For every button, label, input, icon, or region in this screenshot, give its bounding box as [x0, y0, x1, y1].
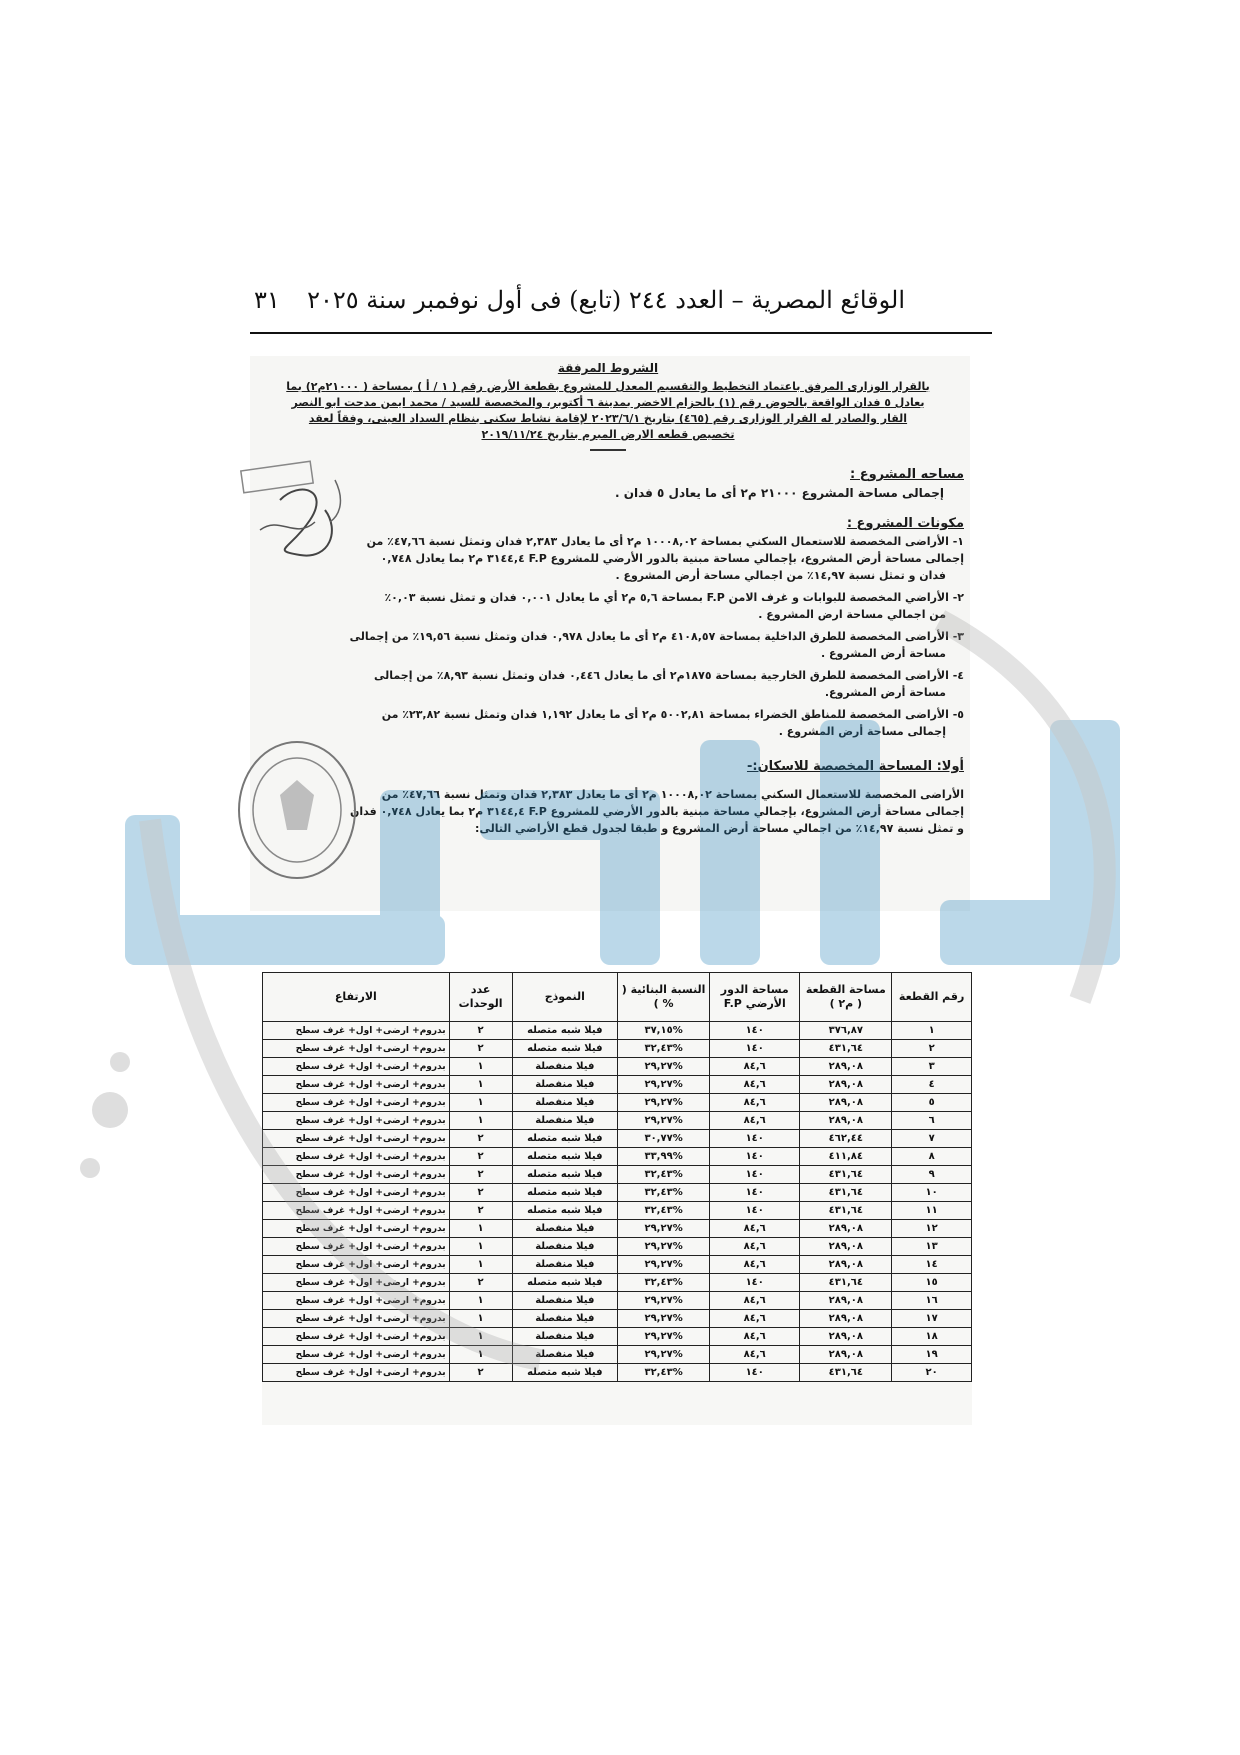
cell-model: فيلا منفصلة	[512, 1094, 618, 1112]
cell-footprint: ٨٤,٦	[710, 1238, 800, 1256]
cell-plot-number: ١٨	[892, 1328, 972, 1346]
cell-footprint: ١٤٠	[710, 1148, 800, 1166]
cell-height: بدروم+ ارضى+ اول+ غرف سطح	[263, 1022, 450, 1040]
cell-footprint: ٨٤,٦	[710, 1112, 800, 1130]
col-footprint: مساحة الدور الأرضي F.P	[710, 973, 800, 1022]
cell-plot-area: ٢٨٩,٠٨	[800, 1292, 892, 1310]
table-row	[263, 1166, 972, 1184]
table-row	[263, 1364, 972, 1382]
table-row	[263, 1238, 972, 1256]
cell-footprint: ١٤٠	[710, 1364, 800, 1382]
table-row	[263, 1220, 972, 1238]
official-seal	[235, 735, 365, 885]
project-area-heading: مساحه المشروع :	[850, 467, 964, 482]
cell-model: فيلا شبه متصله	[512, 1184, 618, 1202]
cell-units: ١	[449, 1094, 512, 1112]
cell-footprint: ٨٤,٦	[710, 1058, 800, 1076]
cell-plot-number: ٩	[892, 1166, 972, 1184]
cell-building-ratio: %٣٢,٤٣	[618, 1364, 710, 1382]
cell-building-ratio: %٢٩,٢٧	[618, 1238, 710, 1256]
cell-plot-area: ٤٣١,٦٤	[800, 1364, 892, 1382]
table-row	[263, 1130, 972, 1148]
cell-units: ٢	[449, 1184, 512, 1202]
intro-paragraph	[252, 379, 964, 443]
housing-line: الأراضى المخصصة للاستعمال السكني بمساحة ١٠٠٠٨,٠٢ م٢ أى ما يعادل ٢,٣٨٣ فدان وتمثل نسبة ٤٧,٦٦٪ من	[381, 788, 964, 801]
cell-building-ratio: %٢٩,٢٧	[618, 1112, 710, 1130]
table-row	[263, 1058, 972, 1076]
intro-line: يعادل ٥ فدان الواقعة بالحوض رقم (١) بالحزام الاخضر بمدينة ٦ أكتوبر، والمخصصة للسيد / محمد ايمن مدحت ابو النصر	[291, 396, 925, 409]
cell-plot-number: ١	[892, 1022, 972, 1040]
cell-height: بدروم+ ارضى+ اول+ غرف سطح	[263, 1292, 450, 1310]
cell-building-ratio: %٢٩,٢٧	[618, 1220, 710, 1238]
cell-plot-area: ٢٨٩,٠٨	[800, 1058, 892, 1076]
title-separator	[590, 449, 626, 451]
cell-height: بدروم+ ارضى+ اول+ غرف سطح	[263, 1094, 450, 1112]
cell-footprint: ٨٤,٦	[710, 1310, 800, 1328]
component-line: ١- الأراضى المخصصة للاستعمال السكني بمساحة ١٠٠٠٨,٠٢ م٢ أى ما يعادل ٢,٣٨٣ فدان وتمثل نسبة ٤٧,٦٦٪ من	[366, 535, 964, 548]
cell-building-ratio: %٣٧,١٥	[618, 1022, 710, 1040]
cell-height: بدروم+ ارضى+ اول+ غرف سطح	[263, 1184, 450, 1202]
component-item	[252, 667, 964, 701]
cell-plot-number: ٢	[892, 1040, 972, 1058]
cell-building-ratio: %٢٩,٢٧	[618, 1292, 710, 1310]
cell-footprint: ١٤٠	[710, 1022, 800, 1040]
cell-plot-number: ١٥	[892, 1274, 972, 1292]
cell-model: فيلا شبه متصله	[512, 1040, 618, 1058]
table-row	[263, 1328, 972, 1346]
cell-building-ratio: %٣٠,٧٧	[618, 1130, 710, 1148]
cell-plot-area: ٢٨٩,٠٨	[800, 1328, 892, 1346]
cell-model: فيلا شبه متصله	[512, 1202, 618, 1220]
table-row	[263, 1274, 972, 1292]
cell-height: بدروم+ ارضى+ اول+ غرف سطح	[263, 1256, 450, 1274]
page-number: ٣١	[254, 286, 280, 314]
cell-plot-area: ٢٨٩,٠٨	[800, 1238, 892, 1256]
table-row	[263, 1076, 972, 1094]
cell-units: ٢	[449, 1148, 512, 1166]
col-plot-number: رقم القطعة	[892, 973, 972, 1022]
cell-plot-number: ١٤	[892, 1256, 972, 1274]
cell-model: فيلا شبه متصله	[512, 1274, 618, 1292]
component-line: ٤- الأراضى المخصصة للطرق الخارجية بمساحة ١٨٧٥م٢ أى ما يعادل ٠,٤٤٦ فدان وتمثل نسبة ٨,٩٣٪ من إجمالى	[374, 669, 964, 682]
col-model: النموذج	[512, 973, 618, 1022]
cell-height: بدروم+ ارضى+ اول+ غرف سطح	[263, 1058, 450, 1076]
cell-plot-number: ١١	[892, 1202, 972, 1220]
cell-plot-area: ٤١١,٨٤	[800, 1148, 892, 1166]
component-item	[252, 533, 964, 584]
cell-units: ٢	[449, 1166, 512, 1184]
component-line: ٥- الأراضى المخصصة للمناطق الخضراء بمساحة ٥٠٠٢,٨١ م٢ أى ما يعادل ١,١٩٢ فدان وتمثل نسبة ٢٣,٨٢٪ من	[381, 708, 964, 721]
component-line: ٢- الأراضي المخصصة للبوابات و غرف الامن F.P بمساحة ٥,٦ م٢ أي ما يعادل ٠,٠٠١ فدان و تمثل نسبة ٠,٠٣٪	[384, 591, 964, 604]
cell-building-ratio: %٢٩,٢٧	[618, 1094, 710, 1112]
cell-model: فيلا منفصلة	[512, 1256, 618, 1274]
cell-plot-number: ٥	[892, 1094, 972, 1112]
cell-plot-area: ٢٨٩,٠٨	[800, 1346, 892, 1364]
components-list	[252, 533, 964, 740]
cell-height: بدروم+ ارضى+ اول+ غرف سطح	[263, 1364, 450, 1382]
table-row	[263, 1184, 972, 1202]
document-title: الشروط المرفقة	[557, 361, 659, 375]
cell-units: ٢	[449, 1364, 512, 1382]
cell-model: فيلا منفصلة	[512, 1238, 618, 1256]
cell-footprint: ١٤٠	[710, 1184, 800, 1202]
cell-footprint: ١٤٠	[710, 1130, 800, 1148]
table-row	[263, 1292, 972, 1310]
cell-plot-number: ٨	[892, 1148, 972, 1166]
cell-units: ٢	[449, 1202, 512, 1220]
cell-height: بدروم+ ارضى+ اول+ غرف سطح	[263, 1220, 450, 1238]
cell-footprint: ٨٤,٦	[710, 1328, 800, 1346]
cell-plot-area: ٢٨٩,٠٨	[800, 1220, 892, 1238]
cell-height: بدروم+ ارضى+ اول+ غرف سطح	[263, 1076, 450, 1094]
col-height: الارتفاع	[263, 973, 450, 1022]
cell-units: ١	[449, 1328, 512, 1346]
cell-plot-area: ٢٨٩,٠٨	[800, 1112, 892, 1130]
intro-line: بالقرار الوزارى المرفق باعتماد التخطيط والتقسيم المعدل للمشروع بقطعة الأرض رقم ( ١ / أ ) بمساحة ( ٢١٠٠٠م٢) بما	[286, 380, 930, 393]
cell-building-ratio: %٣٢,٤٣	[618, 1166, 710, 1184]
table-row	[263, 1346, 972, 1364]
signature-stamp	[240, 460, 350, 570]
component-line: إجمالى مساحة أرض المشروع .	[778, 725, 946, 738]
cell-building-ratio: %٣٢,٤٣	[618, 1184, 710, 1202]
cell-plot-number: ١٩	[892, 1346, 972, 1364]
cell-plot-area: ٢٨٩,٠٨	[800, 1310, 892, 1328]
cell-plot-area: ٤٣١,٦٤	[800, 1166, 892, 1184]
cell-plot-number: ١٧	[892, 1310, 972, 1328]
col-plot-area: مساحة القطعة ( م٢ )	[800, 973, 892, 1022]
cell-plot-number: ١٣	[892, 1238, 972, 1256]
cell-model: فيلا منفصلة	[512, 1346, 618, 1364]
cell-units: ١	[449, 1310, 512, 1328]
cell-units: ١	[449, 1238, 512, 1256]
table-header-row	[263, 973, 972, 1022]
cell-model: فيلا شبه متصله	[512, 1148, 618, 1166]
cell-plot-number: ٣	[892, 1058, 972, 1076]
cell-building-ratio: %٢٩,٢٧	[618, 1310, 710, 1328]
cell-building-ratio: %٢٩,٢٧	[618, 1076, 710, 1094]
page-header	[250, 282, 1000, 322]
cell-units: ١	[449, 1256, 512, 1274]
cell-height: بدروم+ ارضى+ اول+ غرف سطح	[263, 1274, 450, 1292]
cell-building-ratio: %٢٩,٢٧	[618, 1328, 710, 1346]
header-rule	[250, 332, 992, 334]
cell-height: بدروم+ ارضى+ اول+ غرف سطح	[263, 1130, 450, 1148]
component-line: من اجمالي مساحة ارض المشروع .	[758, 608, 946, 621]
col-building-ratio: النسبة البنائية ( % )	[618, 973, 710, 1022]
table-row	[263, 1256, 972, 1274]
cell-height: بدروم+ ارضى+ اول+ غرف سطح	[263, 1328, 450, 1346]
cell-plot-number: ٦	[892, 1112, 972, 1130]
cell-plot-number: ١٢	[892, 1220, 972, 1238]
cell-model: فيلا منفصلة	[512, 1076, 618, 1094]
cell-plot-area: ٣٧٦,٨٧	[800, 1022, 892, 1040]
cell-plot-area: ٤٣١,٦٤	[800, 1040, 892, 1058]
cell-height: بدروم+ ارضى+ اول+ غرف سطح	[263, 1148, 450, 1166]
cell-units: ٢	[449, 1040, 512, 1058]
cell-model: فيلا شبه متصله	[512, 1022, 618, 1040]
cell-units: ١	[449, 1346, 512, 1364]
cell-footprint: ١٤٠	[710, 1274, 800, 1292]
cell-building-ratio: %٢٩,٢٧	[618, 1346, 710, 1364]
cell-model: فيلا منفصلة	[512, 1220, 618, 1238]
cell-plot-number: ١٠	[892, 1184, 972, 1202]
housing-heading: أولا: المساحة المخصصة للاسكان:-	[746, 759, 964, 774]
cell-height: بدروم+ ارضى+ اول+ غرف سطح	[263, 1238, 450, 1256]
cell-building-ratio: %٣٣,٩٩	[618, 1148, 710, 1166]
cell-model: فيلا منفصلة	[512, 1328, 618, 1346]
table-row	[263, 1040, 972, 1058]
component-line: مساحة أرض المشروع.	[824, 686, 946, 699]
cell-footprint: ٨٤,٦	[710, 1094, 800, 1112]
table-row	[263, 1094, 972, 1112]
table-row	[263, 1148, 972, 1166]
cell-height: بدروم+ ارضى+ اول+ غرف سطح	[263, 1040, 450, 1058]
table-row	[263, 1202, 972, 1220]
cell-footprint: ١٤٠	[710, 1166, 800, 1184]
cell-plot-number: ٤	[892, 1076, 972, 1094]
housing-line: إجمالى مساحة أرض المشروع، بإجمالي مساحة مبنية بالدور الأرضي للمشروع F.P ٣١٤٤,٤ م٢ بما يعادل ٠,٧٤٨ فدان	[350, 805, 964, 818]
cell-model: فيلا شبه متصله	[512, 1166, 618, 1184]
component-item	[252, 628, 964, 662]
cell-height: بدروم+ ارضى+ اول+ غرف سطح	[263, 1112, 450, 1130]
cell-building-ratio: %٢٩,٢٧	[618, 1058, 710, 1076]
cell-height: بدروم+ ارضى+ اول+ غرف سطح	[263, 1202, 450, 1220]
cell-model: فيلا شبه متصله	[512, 1364, 618, 1382]
table-row	[263, 1022, 972, 1040]
component-line: مساحة أرض المشروع .	[821, 647, 946, 660]
component-item	[252, 589, 964, 623]
cell-building-ratio: %٣٢,٤٣	[618, 1274, 710, 1292]
cell-units: ١	[449, 1292, 512, 1310]
cell-height: بدروم+ ارضى+ اول+ غرف سطح	[263, 1166, 450, 1184]
cell-model: فيلا منفصلة	[512, 1058, 618, 1076]
cell-model: فيلا شبه متصله	[512, 1130, 618, 1148]
intro-line: القار والصادر له القرار الوزارى رقم (٤٦٥) بتاريخ ٢٠٢٣/٦/١ لإقامة نشاط سكنى بنظام السداد العينى، وفقاً لعقد	[308, 412, 908, 425]
cell-plot-area: ٤٣١,٦٤	[800, 1274, 892, 1292]
table-row	[263, 1112, 972, 1130]
cell-building-ratio: %٣٢,٤٣	[618, 1202, 710, 1220]
component-line: إجمالى مساحة أرض المشروع، بإجمالي مساحة مبنية بالدور الأرضي للمشروع F.P ٣١٤٤,٤ م٢ بما يعادل ٠,٧٤٨	[380, 552, 964, 565]
cell-plot-area: ٢٨٩,٠٨	[800, 1094, 892, 1112]
intro-line: تخصيص قطعه الارض المبرم بتاريخ ٢٠١٩/١١/٢٤	[481, 428, 735, 441]
cell-plot-area: ٢٨٩,٠٨	[800, 1076, 892, 1094]
components-heading: مكونات المشروع :	[846, 516, 964, 531]
plots-table	[262, 972, 972, 1382]
cell-units: ١	[449, 1076, 512, 1094]
component-line: ٣- الأراضى المخصصة للطرق الداخلية بمساحة ٤١٠٨,٥٧ م٢ أى ما يعادل ٠,٩٧٨ فدان وتمثل نسبة ١٩,٥٦٪ من إجمالى	[349, 630, 964, 643]
cell-footprint: ٨٤,٦	[710, 1256, 800, 1274]
cell-height: بدروم+ ارضى+ اول+ غرف سطح	[263, 1346, 450, 1364]
cell-units: ١	[449, 1112, 512, 1130]
project-area-text: إجمالى مساحة المشروع ٢١٠٠٠ م٢ أى ما يعادل ٥ فدان .	[614, 486, 944, 500]
cell-footprint: ٨٤,٦	[710, 1220, 800, 1238]
cell-footprint: ١٤٠	[710, 1040, 800, 1058]
component-line: فدان و تمثل نسبة ١٤,٩٧٪ من اجمالي مساحة أرض المشروع .	[615, 569, 946, 582]
cell-plot-area: ٢٨٩,٠٨	[800, 1256, 892, 1274]
cell-model: فيلا منفصلة	[512, 1292, 618, 1310]
cell-plot-area: ٤٣١,٦٤	[800, 1202, 892, 1220]
cell-height: بدروم+ ارضى+ اول+ غرف سطح	[263, 1310, 450, 1328]
table-row	[263, 1310, 972, 1328]
cell-plot-area: ٤٣١,٦٤	[800, 1184, 892, 1202]
cell-model: فيلا منفصلة	[512, 1310, 618, 1328]
cell-footprint: ٨٤,٦	[710, 1292, 800, 1310]
cell-units: ١	[449, 1220, 512, 1238]
cell-units: ١	[449, 1058, 512, 1076]
cell-building-ratio: %٣٢,٤٣	[618, 1040, 710, 1058]
cell-footprint: ٨٤,٦	[710, 1346, 800, 1364]
cell-plot-number: ١٦	[892, 1292, 972, 1310]
cell-footprint: ١٤٠	[710, 1202, 800, 1220]
col-units: عدد الوحدات	[449, 973, 512, 1022]
cell-building-ratio: %٢٩,٢٧	[618, 1256, 710, 1274]
cell-model: فيلا منفصلة	[512, 1112, 618, 1130]
housing-line: و تمثل نسبة ١٤,٩٧٪ من اجمالي مساحة أرض المشروع و طبقا لجدول قطع الأراضي التالى:	[475, 822, 964, 835]
cell-units: ٢	[449, 1022, 512, 1040]
cell-footprint: ٨٤,٦	[710, 1076, 800, 1094]
watermark-dots	[80, 1052, 130, 1178]
cell-plot-number: ٧	[892, 1130, 972, 1148]
cell-units: ٢	[449, 1274, 512, 1292]
gazette-title: الوقائع المصرية – العدد ٢٤٤ (تابع) فى أول نوفمبر سنة ٢٠٢٥	[307, 286, 905, 314]
cell-plot-number: ٢٠	[892, 1364, 972, 1382]
cell-plot-area: ٤٦٢,٤٤	[800, 1130, 892, 1148]
cell-units: ٢	[449, 1130, 512, 1148]
